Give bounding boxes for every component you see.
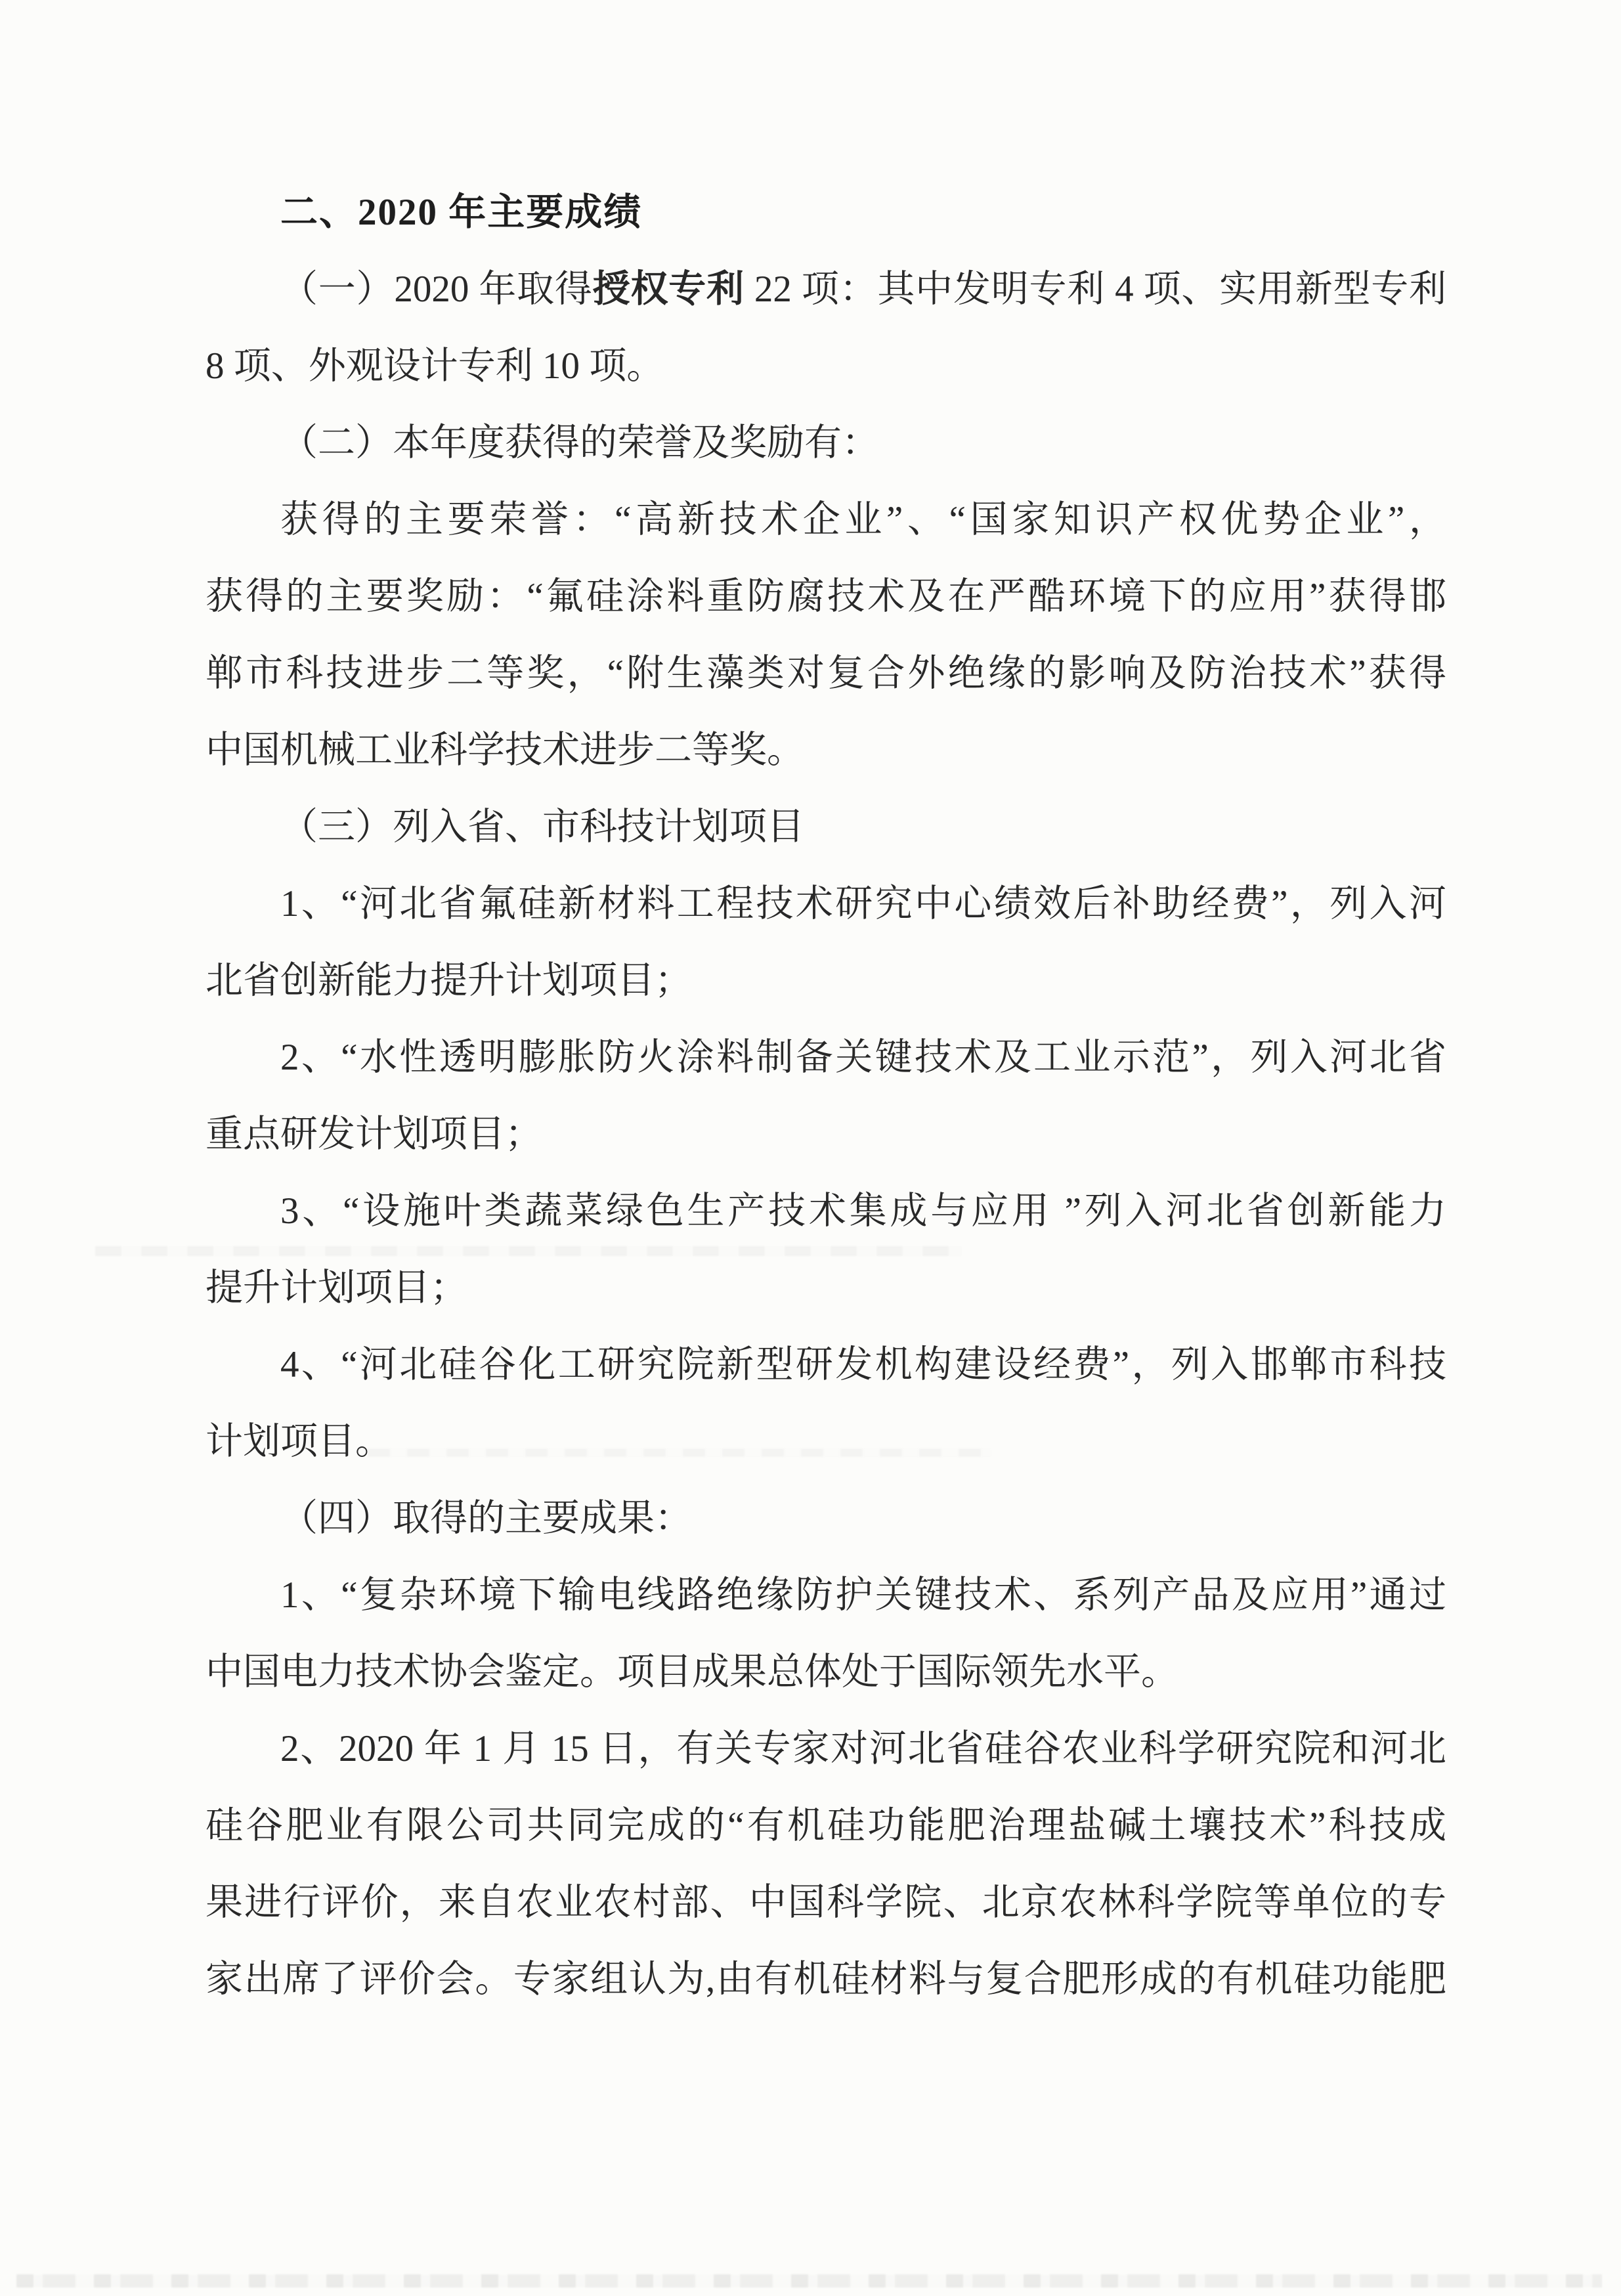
text-segment: 获得的主要荣誉：“高新技术企业”、“国家知识产权优势企业”，: [280, 499, 1446, 540]
text-segment: 2、“水性透明膨胀防火涂料制备关键技术及工业示范”，列入河北省: [280, 1037, 1446, 1078]
text-segment: 1、“河北省氟硅新材料工程技术研究中心绩效后补助经费”，列入河: [280, 883, 1446, 924]
text-segment: （四）取得的主要成果：: [280, 1498, 692, 1539]
text-segment: 中国电力技术协会鉴定。项目成果总体处于国际领先水平。: [205, 1651, 1178, 1693]
text-segment: 重点研发计划项目；: [205, 1114, 542, 1155]
text-line: [205, 558, 1446, 635]
text-line: [205, 1096, 1446, 1173]
text-segment: 8 项、外观设计专利 10 项。: [205, 345, 664, 387]
text-segment: 中国机械工业科学技术进步二等奖。: [205, 729, 804, 771]
text-line: [205, 481, 1446, 558]
text-segment: 硅谷肥业有限公司共同完成的“有机硅功能肥治理盐碱土壤技术”科技成: [205, 1805, 1446, 1846]
scan-artifact-bleedthrough: [16, 2274, 1602, 2287]
text-segment: 2、2020 年 1 月 15 日，有关专家对河北省硅谷农业科学研究院和河北: [280, 1728, 1446, 1769]
text-line: [205, 1326, 1446, 1403]
text-segment: （一）2020 年取得: [280, 269, 593, 310]
text-line: [205, 1173, 1446, 1249]
text-line: [205, 942, 1446, 1019]
text-segment: 3、“设施叶类蔬菜绿色生产技术集成与应用 ”列入河北省创新能力: [280, 1190, 1446, 1232]
text-line: [205, 1557, 1446, 1634]
text-segment: 果进行评价，来自农业农村部、中国科学院、北京农林科学院等单位的专: [205, 1882, 1446, 1923]
text-segment: 获得的主要奖励：“氟硅涂料重防腐技术及在严酷环境下的应用”获得邯: [205, 576, 1446, 617]
text-line: [205, 328, 1446, 404]
text-line: [205, 1019, 1446, 1096]
text-line: [205, 635, 1446, 712]
text-segment: 计划项目。: [205, 1421, 393, 1462]
text-segment: 1、“复杂环境下输电线路绝缘防护关键技术、系列产品及应用”通过: [280, 1574, 1446, 1616]
text-line: [205, 865, 1446, 942]
text-line: [205, 1634, 1446, 1710]
text-block: [205, 174, 1446, 2018]
text-line: [205, 1864, 1446, 1941]
text-line: [205, 251, 1446, 328]
text-segment: （三）列入省、市科技计划项目: [280, 806, 804, 848]
text-segment: 22 项：其中发明专利 4 项、实用新型专利: [744, 269, 1447, 310]
text-segment: 北省创新能力提升计划项目；: [205, 960, 692, 1001]
text-line: [205, 1710, 1446, 1787]
emphasized-text: 授权专利: [592, 269, 745, 310]
text-segment: 郸市科技进步二等奖，“附生藻类对复合外绝缘的影响及防治技术”获得: [205, 653, 1446, 694]
text-line: [205, 1249, 1446, 1326]
text-line: [205, 1941, 1446, 2018]
text-line: [205, 789, 1446, 865]
text-segment: 提升计划项目；: [205, 1267, 467, 1309]
text-line: [205, 404, 1446, 481]
text-segment: （二）本年度获得的荣誉及奖励有：: [280, 422, 879, 464]
text-line: [205, 712, 1446, 789]
text-line: [205, 1480, 1446, 1557]
section-heading: 二、2020 年主要成绩: [280, 192, 643, 233]
text-segment: 4、“河北硅谷化工研究院新型研发机构建设经费”，列入邯郸市科技: [280, 1344, 1446, 1385]
text-line: [205, 1403, 1446, 1480]
text-line: [205, 1787, 1446, 1864]
text-segment: 家出席了评价会。专家组认为,由有机硅材料与复合肥形成的有机硅功能肥: [205, 1959, 1446, 2000]
